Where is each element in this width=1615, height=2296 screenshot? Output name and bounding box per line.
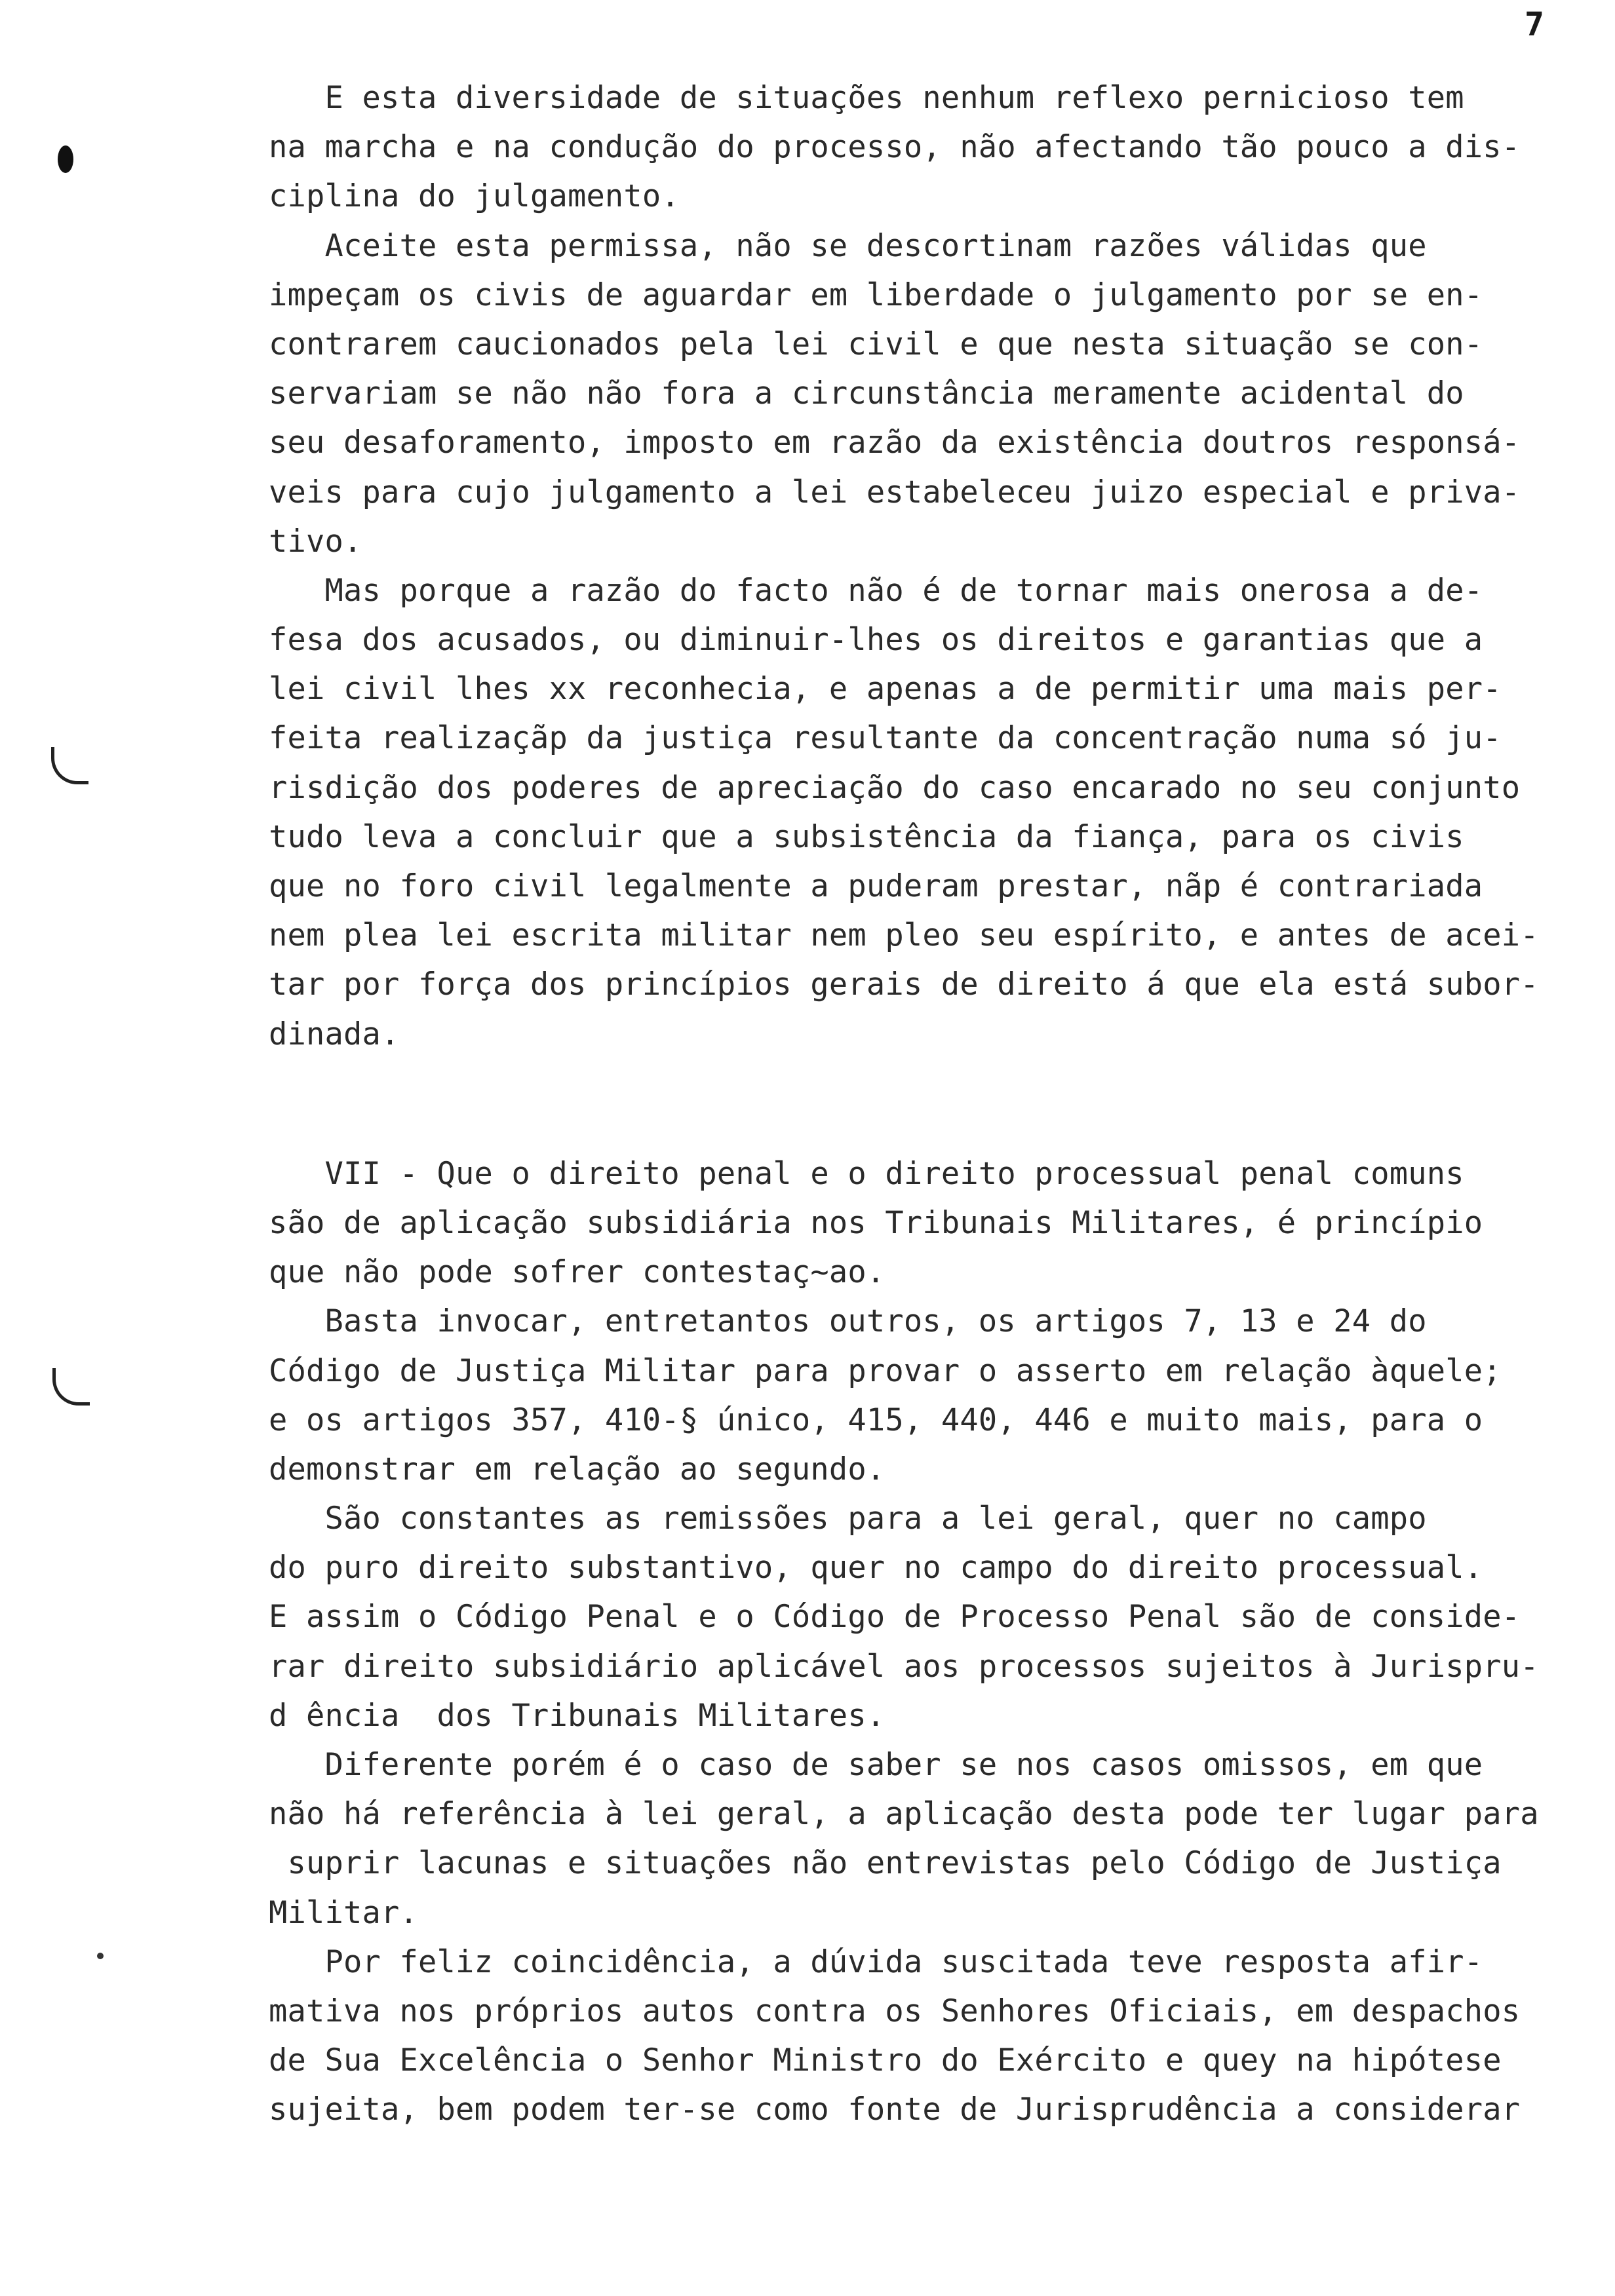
text-line: Basta invocar, entretantos outros, os artigos 7, 13 e 24 do [269, 1303, 1427, 1340]
punch-hole-mark-lower [52, 1368, 90, 1406]
text-line: do puro direito substantivo, quer no campo do direito processual. [269, 1550, 1483, 1586]
text-line: impeçam os civis de aguardar em liberdade o julgamento por se en- [269, 277, 1483, 313]
text-line: são de aplicação subsidiária nos Tribunais Militares, é princípio [269, 1204, 1483, 1241]
text-line: VII - Que o direito penal e o direito processual penal comuns [269, 1155, 1464, 1192]
text-line: tar por força dos princípios gerais de direito á que ela está subor- [269, 966, 1539, 1003]
text-line: feita realizaçãp da justiça resultante da concentração numa só ju- [269, 720, 1502, 757]
text-line: risdição dos poderes de apreciação do caso encarado no seu conjunto [269, 769, 1521, 806]
paragraph-gap [269, 1059, 1606, 1149]
text-line: São constantes as remissões para a lei geral, quer no campo [269, 1501, 1427, 1537]
text-line: mativa nos próprios autos contra os Senhores Oficiais, em despachos [269, 1993, 1521, 2029]
text-line: dinada. [269, 1016, 400, 1052]
text-line: E assim o Código Penal e o Código de Processo Penal são de conside- [269, 1599, 1521, 1636]
text-line: Aceite esta permissa, não se descortinam razões válidas que [269, 227, 1427, 264]
page-number: 7 [1525, 5, 1545, 43]
text-line: que não pode sofrer contestaç~ao. [269, 1254, 885, 1291]
text-line: que no foro civil legalmente a puderam prestar, nãp é contrariada [269, 868, 1483, 904]
text-line: lei civil lhes xx reconhecia, e apenas a de permitir uma mais per- [269, 671, 1502, 708]
text-line: contrarem caucionados pela lei civil e que nesta situação se con- [269, 326, 1483, 362]
text-line: nem plea lei escrita militar nem pleo seu espírito, e antes de acei- [269, 917, 1539, 954]
text-line: ciplina do julgamento. [269, 178, 680, 215]
text-line: E esta diversidade de situações nenhum reflexo pernicioso tem [269, 80, 1464, 116]
text-line: d ência dos Tribunais Militares. [269, 1697, 885, 1734]
text-line: suprir lacunas e situações não entrevistas pelo Código de Justiça [269, 1845, 1502, 1882]
text-line: tivo. [269, 523, 362, 560]
text-line: Diferente porém é o caso de saber se nos casos omissos, em que [269, 1747, 1483, 1783]
text-line: tudo leva a concluir que a subsistência da fiança, para os civis [269, 818, 1464, 855]
text-line: e os artigos 357, 410-§ único, 415, 440, 446 e muito mais, para o [269, 1402, 1483, 1438]
text-line: não há referência à lei geral, a aplicação desta pode ter lugar para [269, 1796, 1539, 1833]
document-body [269, 73, 1606, 2135]
ink-speck-mark [97, 1953, 104, 1959]
text-line: de Sua Excelência o Senhor Ministro do Exército e quey na hipótese [269, 2042, 1502, 2079]
text-line: servariam se não não fora a circunstância meramente acidental do [269, 375, 1464, 412]
text-line: Por feliz coincidência, a dúvida suscitada teve resposta afir- [269, 1943, 1483, 1980]
text-line: seu desaforamento, imposto em razão da existência doutros responsá- [269, 425, 1521, 461]
punch-hole-mark-upper [51, 747, 88, 784]
text-line: Mas porque a razão do facto não é de tornar mais onerosa a de- [269, 572, 1483, 609]
text-line: sujeita, bem podem ter-se como fonte de Jurisprudência a considerar [269, 2092, 1521, 2128]
text-line: Código de Justiça Militar para provar o asserto em relação àquele; [269, 1352, 1502, 1389]
ink-blot-mark [58, 145, 73, 173]
text-line: veis para cujo julgamento a lei estabeleceu juizo especial e priva- [269, 474, 1521, 510]
text-line: rar direito subsidiário aplicável aos processos sujeitos à Jurispru- [269, 1648, 1539, 1685]
text-line: Militar. [269, 1894, 418, 1931]
text-line: demonstrar em relação ao segundo. [269, 1451, 885, 1487]
text-line: na marcha e na condução do processo, não afectando tão pouco a dis- [269, 129, 1521, 166]
text-line: fesa dos acusados, ou diminuir-lhes os direitos e garantias que a [269, 622, 1483, 659]
